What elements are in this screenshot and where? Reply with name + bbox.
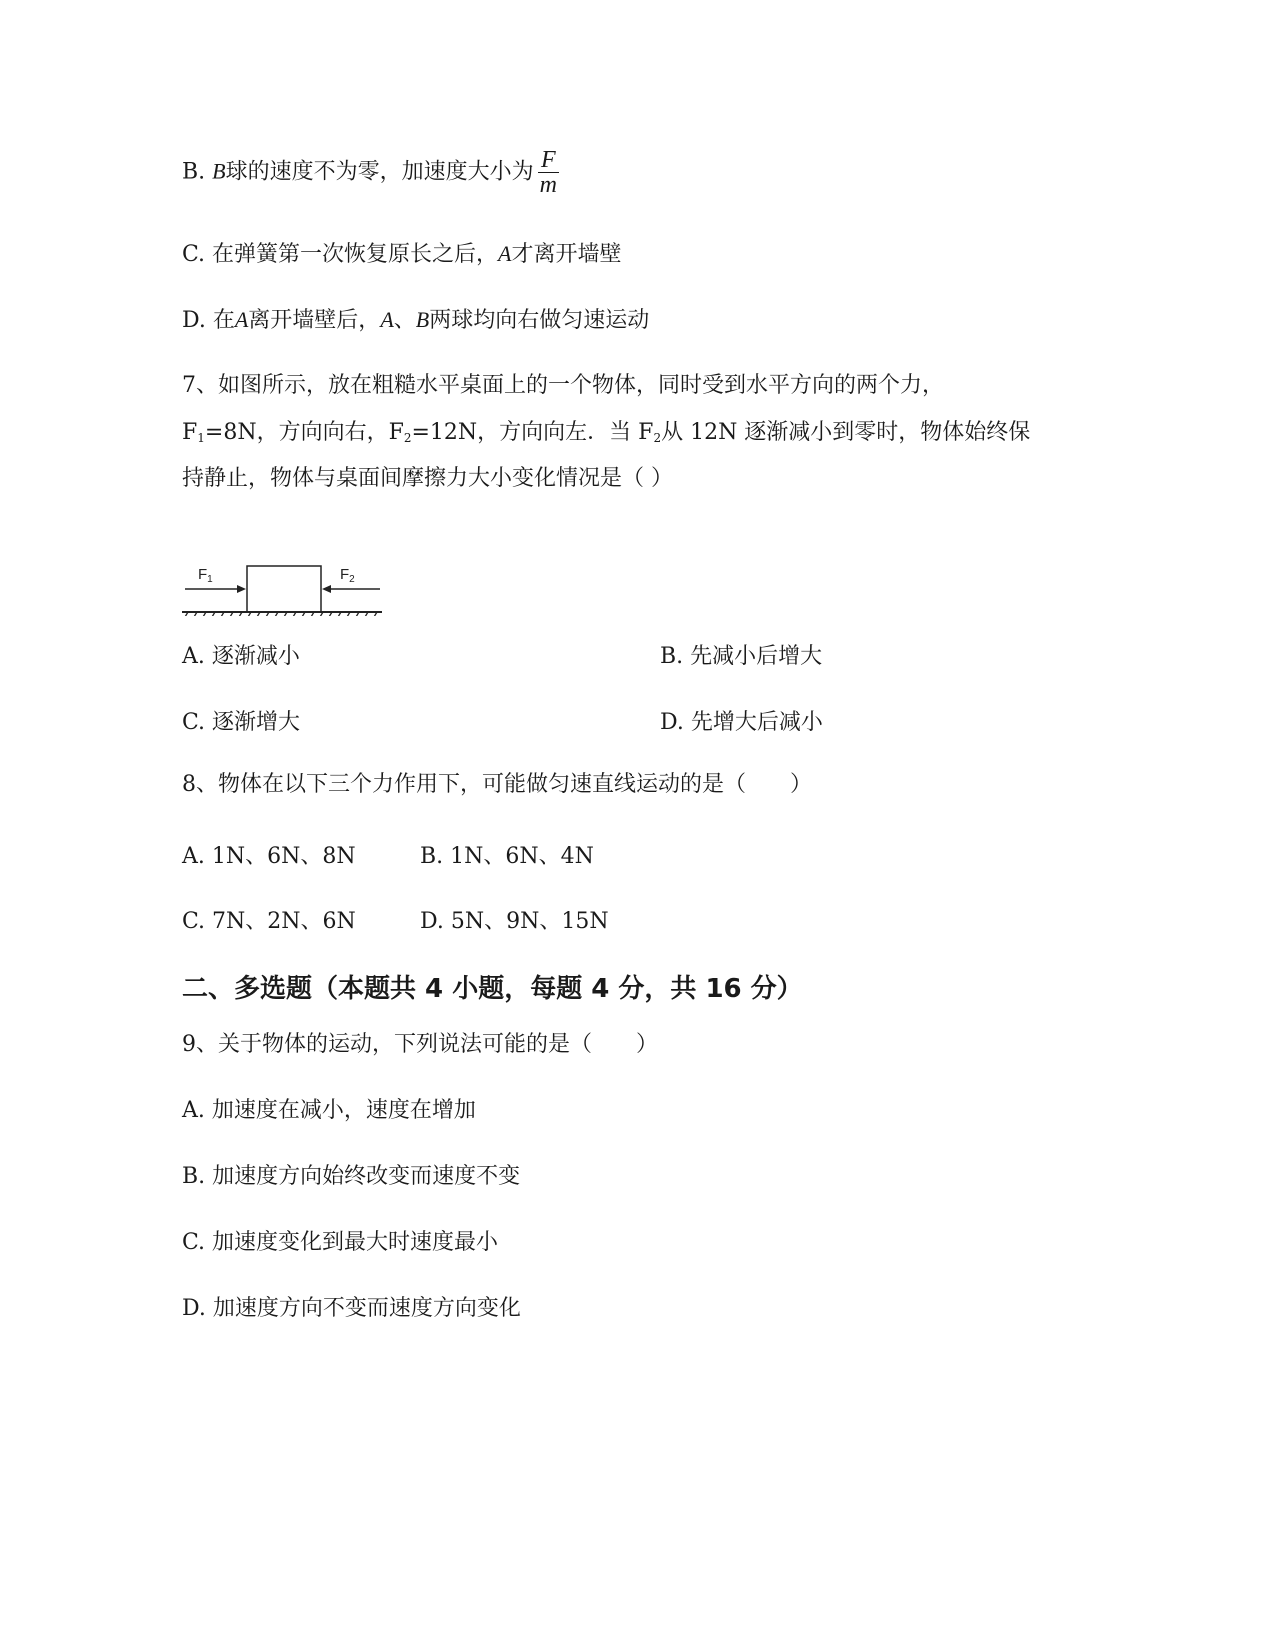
q7-stem-line-2	[182, 418, 1030, 453]
q6-option-b	[182, 148, 559, 197]
subscript: 2	[403, 431, 412, 445]
force-diagram	[182, 560, 392, 616]
fraction-denominator: m	[539, 172, 557, 198]
q7-option-d: D. 先增大后减小	[660, 710, 823, 735]
variable-a: A	[498, 241, 512, 266]
f2-label: $F_2$	[340, 566, 355, 585]
q9-stem: 9、关于物体的运动，下列说法可能的是（ ）	[182, 1032, 658, 1057]
option-text: 两球均向右做匀速运动	[429, 308, 650, 333]
f1-arrow-head	[237, 585, 246, 593]
f2-arrow-head	[322, 585, 331, 593]
q8-option-a: A. 1N、6N、8N	[182, 844, 356, 869]
stem-text: 从 12N 逐渐减小到零时，物体始终保	[661, 420, 1031, 445]
fraction-f-over-m	[538, 148, 559, 197]
variable-a: A	[234, 307, 249, 332]
option-text: C. 在弹簧第一次恢复原长之后，	[182, 242, 499, 267]
q6-option-c	[182, 239, 622, 270]
q6-option-d	[182, 305, 649, 336]
fraction-numerator: F	[538, 148, 559, 173]
option-text: 才离开墙壁	[511, 242, 622, 267]
variable-b: B	[212, 158, 226, 184]
subscript: 2	[653, 431, 662, 445]
q7-stem-line-3: 持静止，物体与桌面间摩擦力大小变化情况是（ ）	[182, 466, 673, 491]
q9-option-b: B. 加速度方向始终改变而速度不变	[182, 1164, 521, 1189]
variable-b: B	[415, 307, 430, 332]
stem-text: =12N，方向向左．当 F	[411, 420, 654, 445]
separator: 、	[393, 308, 416, 333]
q7-option-a: A. 逐渐减小	[182, 644, 300, 669]
option-text: 球的速度不为零，加速度大小为	[225, 159, 534, 185]
q8-stem: 8、物体在以下三个力作用下，可能做匀速直线运动的是（ ）	[182, 772, 812, 797]
q8-option-b: B. 1N、6N、4N	[420, 844, 594, 869]
q9-option-d: D. 加速度方向不变而速度方向变化	[182, 1296, 521, 1321]
q8-option-d: D. 5N、9N、15N	[420, 909, 609, 934]
option-letter: B.	[182, 159, 213, 185]
force-symbol: F	[182, 420, 198, 445]
q9-option-c: C. 加速度变化到最大时速度最小	[182, 1230, 499, 1255]
q9-option-a: A. 加速度在减小，速度在增加	[182, 1098, 476, 1123]
f1-label: $F_1$	[198, 566, 213, 585]
variable-a: A	[380, 307, 394, 332]
q7-option-c: C. 逐渐增大	[182, 710, 301, 735]
option-text: 离开墙壁后，	[248, 308, 381, 333]
q7-stem-line-1: 7、如图所示，放在粗糙水平桌面上的一个物体，同时受到水平方向的两个力，	[182, 373, 944, 398]
option-text: D. 在	[182, 308, 235, 333]
stem-text: =8N，方向向右，F	[204, 420, 404, 445]
q7-option-b: B. 先减小后增大	[660, 644, 823, 669]
section-heading: 二、多选题（本题共 4 小题，每题 4 分，共 16 分）	[182, 974, 803, 1004]
q8-option-c: C. 7N、2N、6N	[182, 909, 356, 934]
block	[247, 566, 321, 612]
subscript: 1	[197, 431, 205, 445]
